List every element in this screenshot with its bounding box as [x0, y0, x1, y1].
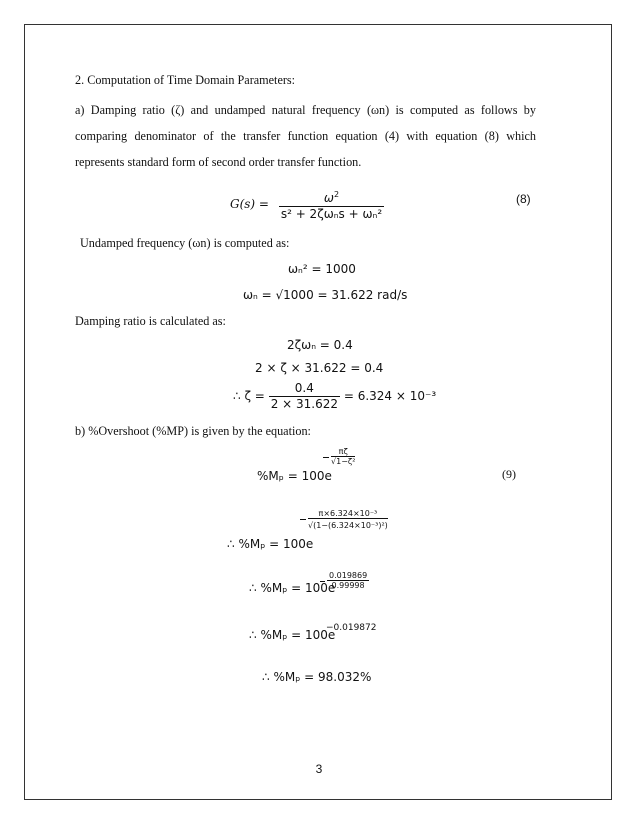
eq-mp1-exp-numerator: π×6.324×10⁻³	[308, 509, 388, 519]
eq-2zeta-wn: 2ζωₙ = 0.4	[287, 338, 353, 352]
eq-mp3-exponent: −0.019872	[326, 623, 377, 633]
eq-mp-final: ∴ %Mₚ = 98.032%	[262, 670, 372, 684]
eq-wn: ωₙ = √1000 = 31.622 rad/s	[243, 288, 408, 302]
eq-mp2-exp-denominator: 0.99998	[331, 581, 365, 590]
eq-mp-step1: ∴ %Mₚ = 100e	[227, 537, 314, 551]
eq-zeta-fraction	[269, 381, 340, 412]
overshoot-label: b) %Overshoot (%MP) is given by the equation:	[75, 424, 311, 438]
undamped-label: Undamped frequency (ωn) is computed as:	[80, 236, 290, 250]
eq8-denominator: s² + 2ζωₙs + ωₙ²	[280, 207, 383, 221]
eq-zeta-rhs: = 6.324 × 10⁻³	[343, 389, 437, 403]
eq-mp1-exponent	[308, 509, 388, 530]
eq8-number: (8)	[516, 192, 531, 206]
eq-mp2-exp-numerator: 0.019869	[329, 571, 368, 580]
eq-zeta-lhs: ∴ ζ =	[233, 389, 265, 403]
paragraph-a: a) Damping ratio (ζ) and undamped natural frequency (ωn) is computed as follows by comparing denominator of the transfer function equation (4) with equation (8) which represents standard form of second order transfer function.	[75, 103, 536, 169]
eq9-exponent	[331, 447, 355, 466]
eq8-lhs: G(s) =	[230, 197, 269, 211]
eq-zeta-numerator: 0.4	[269, 381, 340, 397]
eq-2-zeta: 2 × ζ × 31.622 = 0.4	[255, 361, 384, 375]
equation-8	[230, 187, 384, 222]
page-number: 3	[315, 762, 323, 776]
eq8-numerator: $\omega^2$	[279, 187, 384, 207]
eq-mp2-exponent	[327, 571, 369, 590]
damping-label: Damping ratio is calculated as:	[75, 314, 226, 328]
equation-9: %Mₚ = 100e	[257, 469, 332, 483]
eq9-exp-numerator: πζ	[331, 447, 355, 457]
section-title: 2. Computation of Time Domain Parameters:	[75, 73, 296, 87]
eq-zeta-denominator: 2 × 31.622	[270, 397, 338, 411]
eq9-exp-denominator: √1−ζ²	[331, 457, 356, 466]
eq8-fraction	[279, 187, 384, 222]
eq-mp1-exp-denominator: √(1−(6.324×10⁻³)²)	[308, 521, 388, 530]
eq-zeta	[233, 381, 436, 412]
eq-mp-step3: ∴ %Mₚ = 100e	[249, 628, 336, 642]
eq9-number: (9)	[502, 467, 516, 481]
eq-mp-step2: ∴ %Mₚ = 100e	[249, 581, 336, 595]
eq-wn-squared: ωₙ² = 1000	[288, 262, 356, 276]
